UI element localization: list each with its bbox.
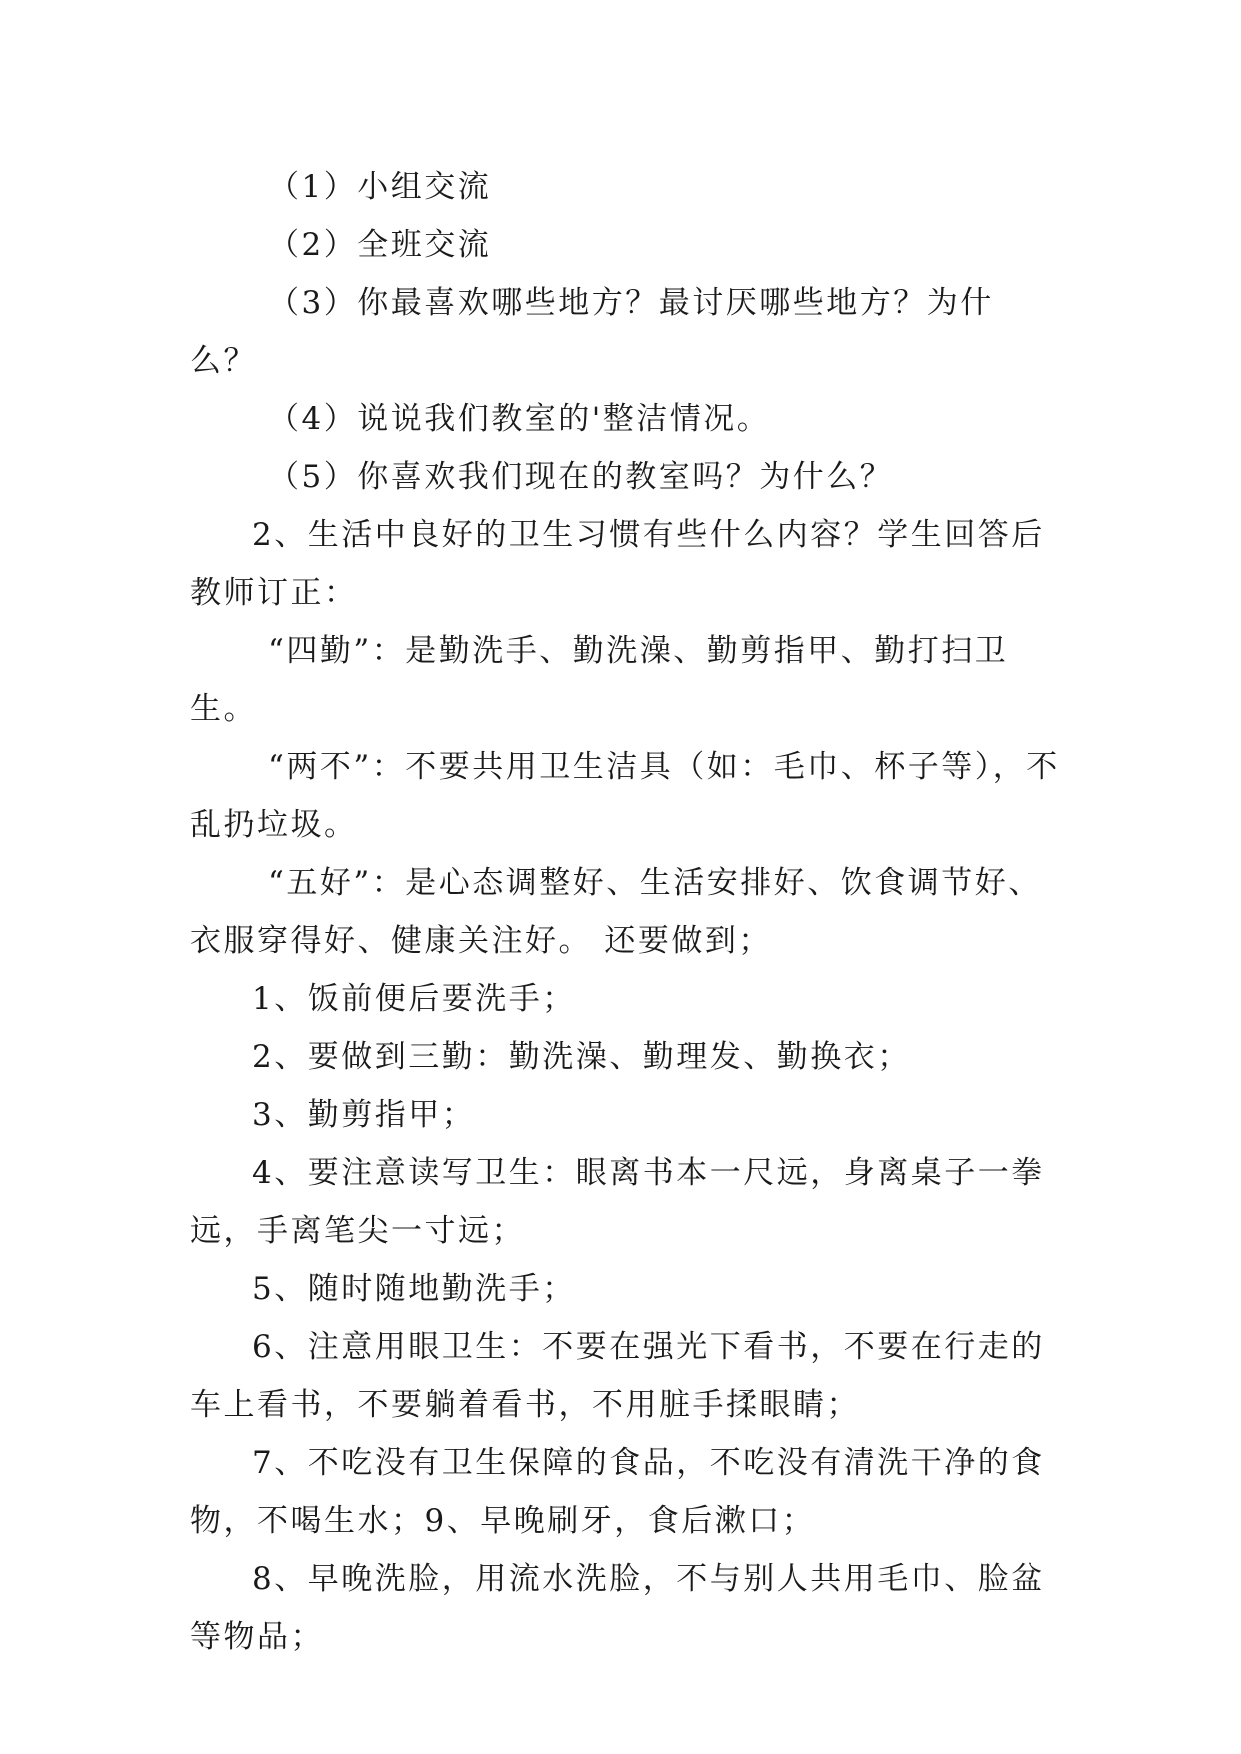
list-item: 5、随时随地勤洗手； [252,1271,576,1307]
list-item: 3、勤剪指甲； [252,1097,476,1133]
document-body [190,158,1060,1666]
paragraph-two-donts: “两不”：不要共用卫生洁具（如：毛巾、杯子等），不乱扔垃圾。 [190,749,1060,843]
list-item: 1、饭前便后要洗手； [252,981,576,1017]
list-item: 4、要注意读写卫生：眼离书本一尺远，身离桌子一拳远，手离笔尖一寸远； [190,1155,1045,1249]
paragraph-class-discussion: （2）全班交流 [268,227,492,263]
paragraph-four-diligences: “四勤”：是勤洗手、勤洗澡、勤剪指甲、勤打扫卫生。 [190,633,1009,727]
list-item: 6、注意用眼卫生：不要在强光下看书，不要在行走的车上看书，不要躺着看书，不用脏手揉眼睛； [190,1329,1045,1423]
paragraph-five-goods: “五好”：是心态调整好、生活安排好、饮食调节好、衣服穿得好、健康关注好。 还要做到； [190,865,1042,959]
paragraph-question-like-classroom: （5）你喜欢我们现在的教室吗？为什么？ [268,459,894,495]
paragraph-question-favorite: （3）你最喜欢哪些地方？最讨厌哪些地方？为什么？ [190,285,994,379]
list-item: 7、不吃没有卫生保障的食品，不吃没有清洗干净的食物，不喝生水；9、早晚刷牙，食后漱口； [190,1445,1045,1539]
list-item: 2、要做到三勤：勤洗澡、勤理发、勤换衣； [252,1039,911,1075]
paragraph-group-discussion: （1）小组交流 [268,169,492,205]
paragraph-habits-question: 2、生活中良好的卫生习惯有些什么内容？学生回答后教师订正： [190,517,1045,611]
paragraph-question-cleanliness: （4）说说我们教室的'整洁情况。 [268,401,771,437]
list-item: 8、早晚洗脸，用流水洗脸，不与别人共用毛巾、脸盆等物品； [190,1561,1045,1655]
